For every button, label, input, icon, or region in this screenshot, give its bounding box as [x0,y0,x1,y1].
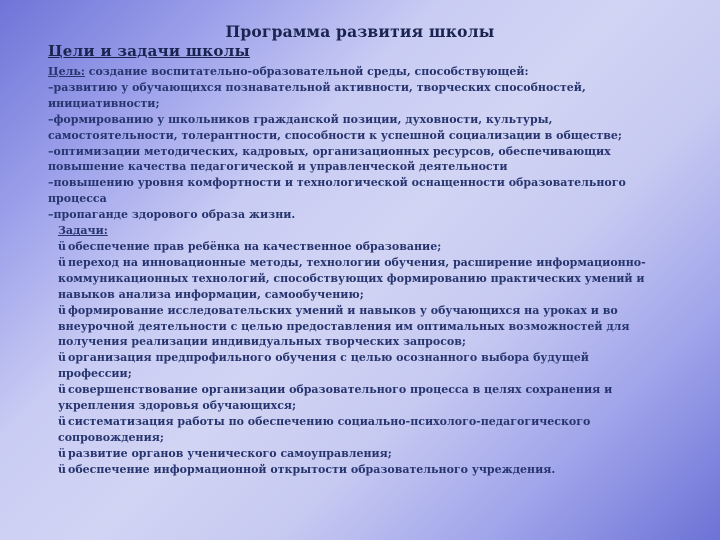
task-item [58,255,658,303]
checkmark-icon: ü [58,446,66,460]
task-item [58,303,658,351]
tasks-label: Задачи: [58,224,108,238]
goal-label: Цель: [48,65,85,78]
checkmark-icon: ü [58,462,66,476]
checkmark-icon: ü [58,303,66,317]
checkmark-icon: ü [58,255,66,269]
checkmark-icon: ü [58,239,66,253]
task-text: переход на инновационные методы, технологии обучения, расширение информационно-коммуникационных технологий, способствующих формированию практических умений и навыков анализа информации, самообучению; [58,255,646,301]
checkmark-icon: ü [58,351,66,365]
content-body [48,64,658,478]
task-item [58,350,658,382]
task-text: обеспечение информационной открытости образовательного учреждения. [68,462,556,476]
goal-item: –повышению уровня комфортности и технологической оснащенности образовательного процесса [48,176,626,206]
task-text: систематизация работы по обеспечению социально-психолого-педагогического сопровождения; [58,414,591,444]
task-item [58,239,658,255]
goal-item: –пропаганде здорового образа жизни. [48,208,296,222]
task-item [58,382,658,414]
task-item [58,462,658,478]
slide-title: Программа развития школы [225,22,495,41]
task-item [58,446,658,462]
goal-text: создание воспитательно-образовательной среды, способствующей: [84,65,529,78]
checkmark-icon: ü [58,414,66,428]
tasks-section [58,223,658,478]
task-text: совершенствование организации образовательного процесса в целях сохранения и укрепления здоровья обучающихся; [58,383,613,413]
section-subtitle: Цели и задачи школы [48,42,250,60]
task-text: организация предпрофильного обучения с целью осознанного выбора будущей профессии; [58,351,589,381]
goal-item: –оптимизации методических, кадровых, организационных ресурсов, обеспечивающих повышение качества педагогической и управленческой деятельности [48,144,611,174]
task-item [58,414,658,446]
goal-item: –развитию у обучающихся познавательной активности, творческих способностей, инициативности; [48,80,586,110]
checkmark-icon: ü [58,383,66,397]
goal-heading [48,64,658,80]
task-text: формирование исследовательских умений и навыков у обучающихся на уроках и во внеурочной деятельности с целью предоставления им оптимальных возможностей для получения реализации индивидуальных творческих запросов; [58,303,630,349]
goal-item: –формированию у школьников гражданской позиции, духовности, культуры, самостоятельности, толерантности, способности к успешной социализации в обществе; [48,112,622,142]
task-text: обеспечение прав ребёнка на качественное образование; [68,239,442,253]
task-text: развитие органов ученического самоуправления; [68,446,392,460]
